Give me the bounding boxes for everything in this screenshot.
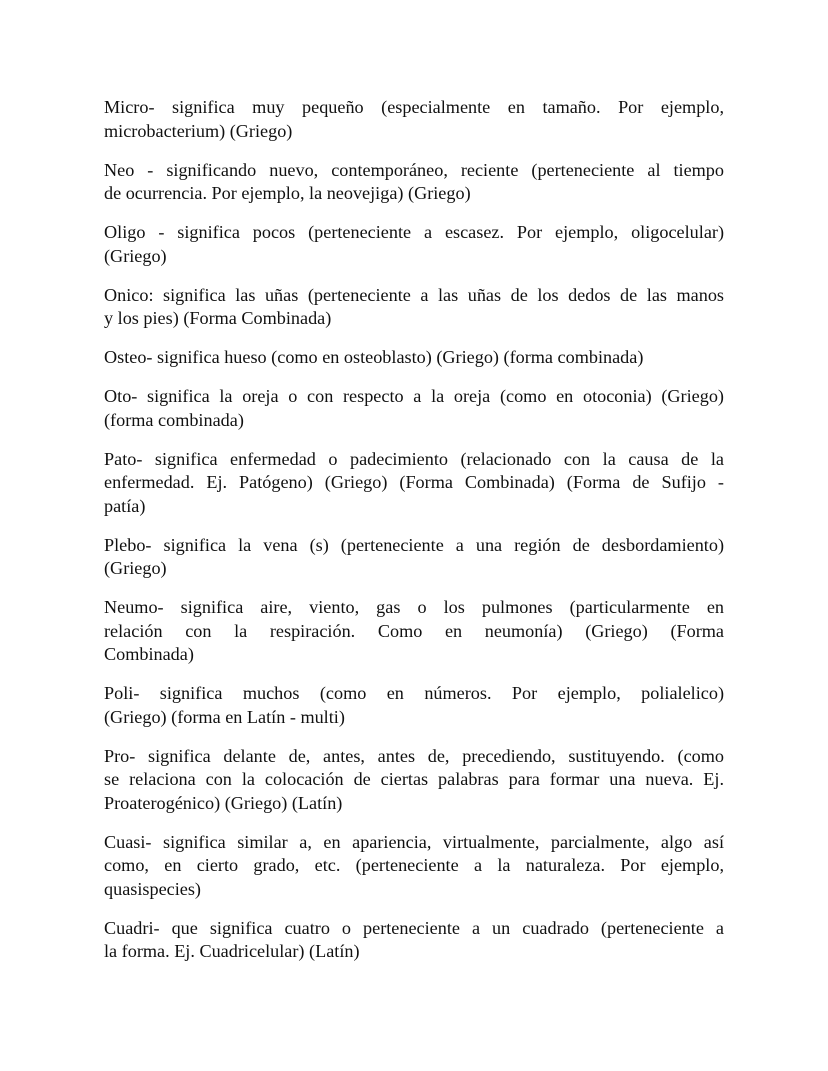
paragraph	[104, 917, 724, 964]
paragraph-line: Plebo- significa la vena (s) (perteneciente a una región de desbordamiento)	[104, 534, 724, 555]
paragraph-line: Oto- significa la oreja o con respecto a la oreja (como en otoconia) (Griego)	[104, 386, 724, 406]
paragraph-line: quasispecies)	[104, 878, 201, 899]
paragraph-line: Micro- significa muy pequeño (especialmente en tamaño. Por ejemplo,	[104, 97, 724, 117]
paragraph-line: Pro- significa delante de, antes, antes de, precediendo, sustituyendo. (como	[104, 745, 724, 766]
paragraph-line: Cuadri- que significa cuatro o perteneciente a un cuadrado (perteneciente a	[104, 917, 724, 938]
paragraph-line: (Griego) (forma en Latín - multi)	[104, 706, 345, 727]
paragraph-line: Pato- significa enfermedad o padecimiento (relacionado con la causa de la	[104, 448, 724, 469]
paragraph-line: se relaciona con la colocación de ciertas palabras para formar una nueva. Ej.	[104, 769, 724, 789]
paragraph	[104, 346, 724, 370]
paragraph-line: como, en cierto grado, etc. (perteneciente a la naturaleza. Por ejemplo,	[104, 855, 724, 875]
paragraph-line: (forma combinada)	[104, 409, 244, 430]
paragraph-line: enfermedad. Ej. Patógeno) (Griego) (Forma Combinada) (Forma de Sufijo -	[104, 472, 724, 492]
paragraph-line: Combinada)	[104, 644, 194, 664]
paragraph-line: de ocurrencia. Por ejemplo, la neovejiga) (Griego)	[104, 183, 471, 203]
paragraph	[104, 745, 724, 816]
paragraph-line: Neumo- significa aire, viento, gas o los pulmones (particularmente en	[104, 597, 724, 617]
paragraph	[104, 96, 724, 143]
paragraph-line: microbacterium) (Griego)	[104, 120, 293, 141]
paragraph-line: Onico: significa las uñas (perteneciente a las uñas de los dedos de las manos	[104, 284, 724, 305]
paragraph-line: Neo - significando nuevo, contemporáneo, reciente (perteneciente al tiempo	[104, 159, 724, 180]
paragraph	[104, 221, 724, 268]
document-page	[104, 96, 724, 979]
paragraph-line: la forma. Ej. Cuadricelular) (Latín)	[104, 941, 360, 961]
paragraph	[104, 284, 724, 331]
paragraph-line: Poli- significa muchos (como en números. Por ejemplo, polialelico)	[104, 683, 724, 703]
paragraph-line: patía)	[104, 495, 146, 516]
paragraph	[104, 831, 724, 902]
paragraph-line: Osteo- significa hueso (como en osteoblasto) (Griego) (forma combinada)	[104, 347, 644, 367]
paragraph-line: (Griego)	[104, 558, 167, 578]
paragraph	[104, 682, 724, 729]
paragraph-line: Cuasi- significa similar a, en apariencia, virtualmente, parcialmente, algo así	[104, 831, 724, 852]
paragraph	[104, 159, 724, 206]
paragraph	[104, 534, 724, 581]
paragraph	[104, 448, 724, 519]
paragraph-line: y los pies) (Forma Combinada)	[104, 308, 332, 328]
paragraph-line: relación con la respiración. Como en neumonía) (Griego) (Forma	[104, 620, 724, 641]
paragraph-line: (Griego)	[104, 245, 167, 266]
paragraph	[104, 385, 724, 432]
paragraph	[104, 596, 724, 667]
paragraph-line: Oligo - significa pocos (perteneciente a escasez. Por ejemplo, oligocelular)	[104, 222, 724, 242]
paragraph-line: Proaterogénico) (Griego) (Latín)	[104, 792, 343, 813]
